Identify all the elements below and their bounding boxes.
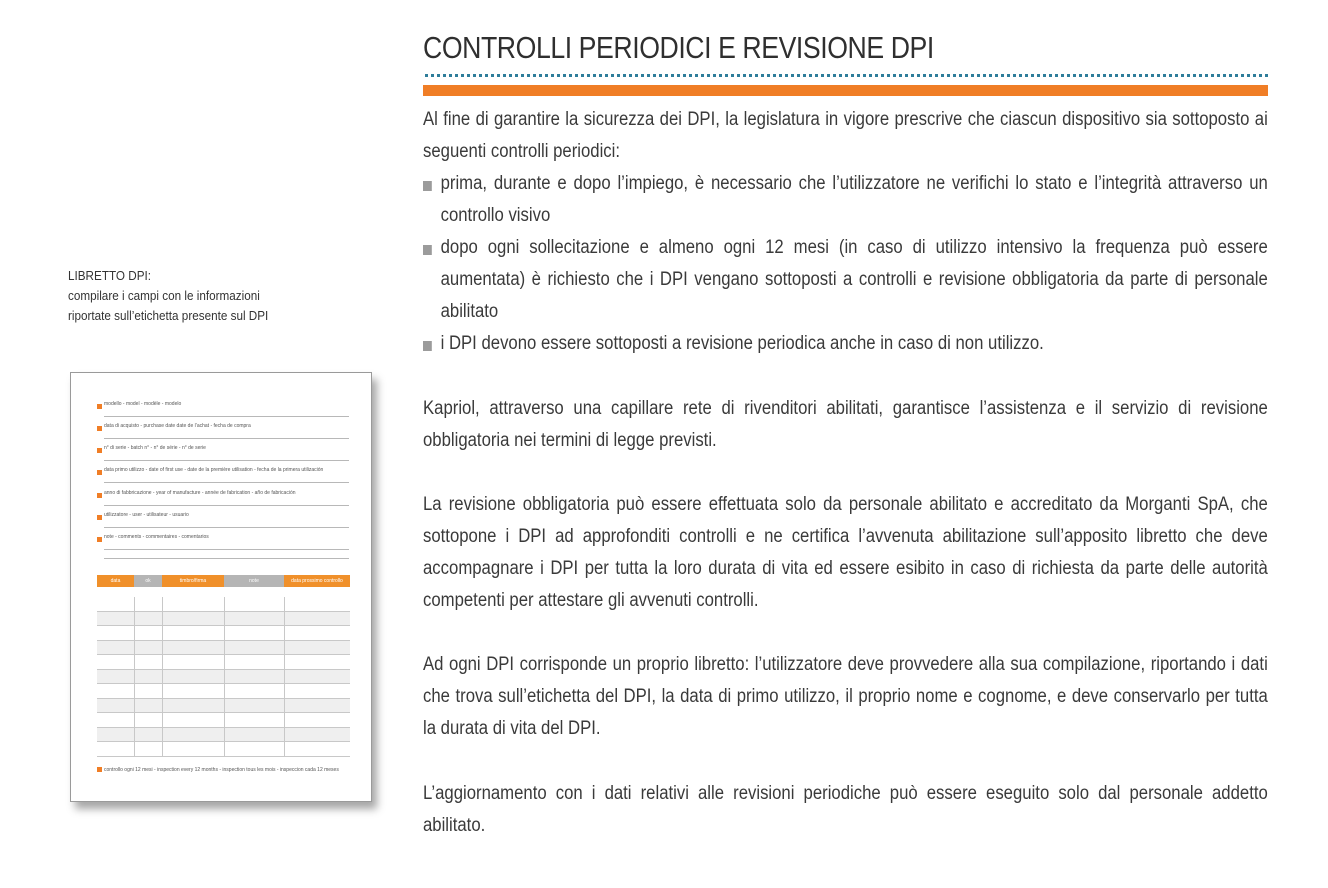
booklet-caption-line: compilare i campi con le informazioni (68, 288, 260, 303)
booklet-field: utilizzatore - user - utilisateur - usuario (97, 510, 349, 528)
list-item: dopo ogni sollecitazione e almeno ogni 12 mesi (in caso di utilizzo intensivo la frequenza può essere aumentata) è richiesto che i DPI vengano sottoposti a controlli e revisione obbligatoria da parte di personale abilitato (423, 232, 1268, 328)
header-cell: data prossimo controllo (284, 575, 350, 587)
header-cell: timbro/firma (162, 575, 224, 587)
paragraph-libretto: Ad ogni DPI corrisponde un proprio libretto: l’utilizzatore deve provvedere alla sua compilazione, riportando i dati che trova sull’etichetta del DPI, la data di primo utilizzo, il proprio nome e cognome, e deve conservarlo per tutta la durata di vita del DPI. (423, 654, 1268, 739)
booklet-image (70, 372, 372, 802)
booklet-field: anno di fabbricazione - year of manufacture - année de fabrication - año de fabricación (97, 488, 349, 506)
bullet-square-icon (423, 245, 432, 255)
booklet-caption-line: riportate sull’etichetta presente sul DPI (68, 308, 269, 323)
booklet-caption-title: LIBRETTO DPI: (68, 268, 152, 283)
intro-block (423, 104, 1268, 360)
page-title: CONTROLLI PERIODICI E REVISIONE DPI (423, 30, 934, 65)
booklet-field: modello - model - modèle - modelo (97, 399, 349, 417)
booklet-field: data di acquisto - purchase date date de l’achat - fecha de compra (97, 421, 349, 439)
paragraph-kapriol: Kapriol, attraverso una capillare rete di rivenditori abilitati, garantisce l’assistenza e il servizio di revisione obbligatoria nei termini di legge previsti. (423, 398, 1268, 451)
header-cell: note (224, 575, 284, 587)
booklet-table-grid (97, 597, 350, 757)
booklet-caption (68, 266, 268, 326)
list-item: i DPI devono essere sottoposti a revisione periodica anche in caso di non utilizzo. (423, 328, 1268, 360)
booklet-table-header (97, 575, 350, 587)
intro-paragraph: Al fine di garantire la sicurezza dei DPI, la legislatura in vigore prescrive che ciascun dispositivo sia sottoposto ai seguenti controlli periodici: (423, 109, 1268, 162)
booklet-field: note - comments - commentaires - comentarios (97, 532, 349, 550)
paragraph-revisione: La revisione obbligatoria può essere effettuata solo da personale abilitato e accreditato da Morganti SpA, che sottopone i DPI ad approfonditi controlli e ne certifica l’avvenuta abilitazione sull’apposito libretto che deve accompagnare i DPI per tutta la loro durata di vita ed essere esibito in caso di richiesta da parte delle autorità competenti per attestare gli avvenuti controlli. (423, 494, 1268, 611)
booklet-blank-line (97, 549, 349, 559)
bullet-square-icon (423, 341, 432, 351)
orange-divider-bar (423, 85, 1268, 96)
booklet-field: n° di serie - batch n° - n° de série - n° de serie (97, 443, 349, 461)
paragraph-aggiornamento: L’aggiornamento con i dati relativi alle revisioni periodiche può essere eseguito solo dal personale addetto abilitato. (423, 783, 1268, 836)
header-cell: ok (134, 575, 162, 587)
header-cell: data (97, 575, 134, 587)
list-item: prima, durante e dopo l’impiego, è necessario che l’utilizzatore ne verifichi lo stato e l’integrità attraverso un controllo visivo (423, 168, 1268, 232)
booklet-field: data primo utilizzo - date of first use - date de la première utilisation - fecha de la primera utilización (97, 465, 349, 483)
dotted-divider (425, 74, 1268, 77)
bullet-square-icon (423, 181, 432, 191)
booklet-footer: controllo ogni 12 mesi - inspection every 12 months - inspection tous les mois - inspeccion cada 12 meses (97, 767, 339, 773)
